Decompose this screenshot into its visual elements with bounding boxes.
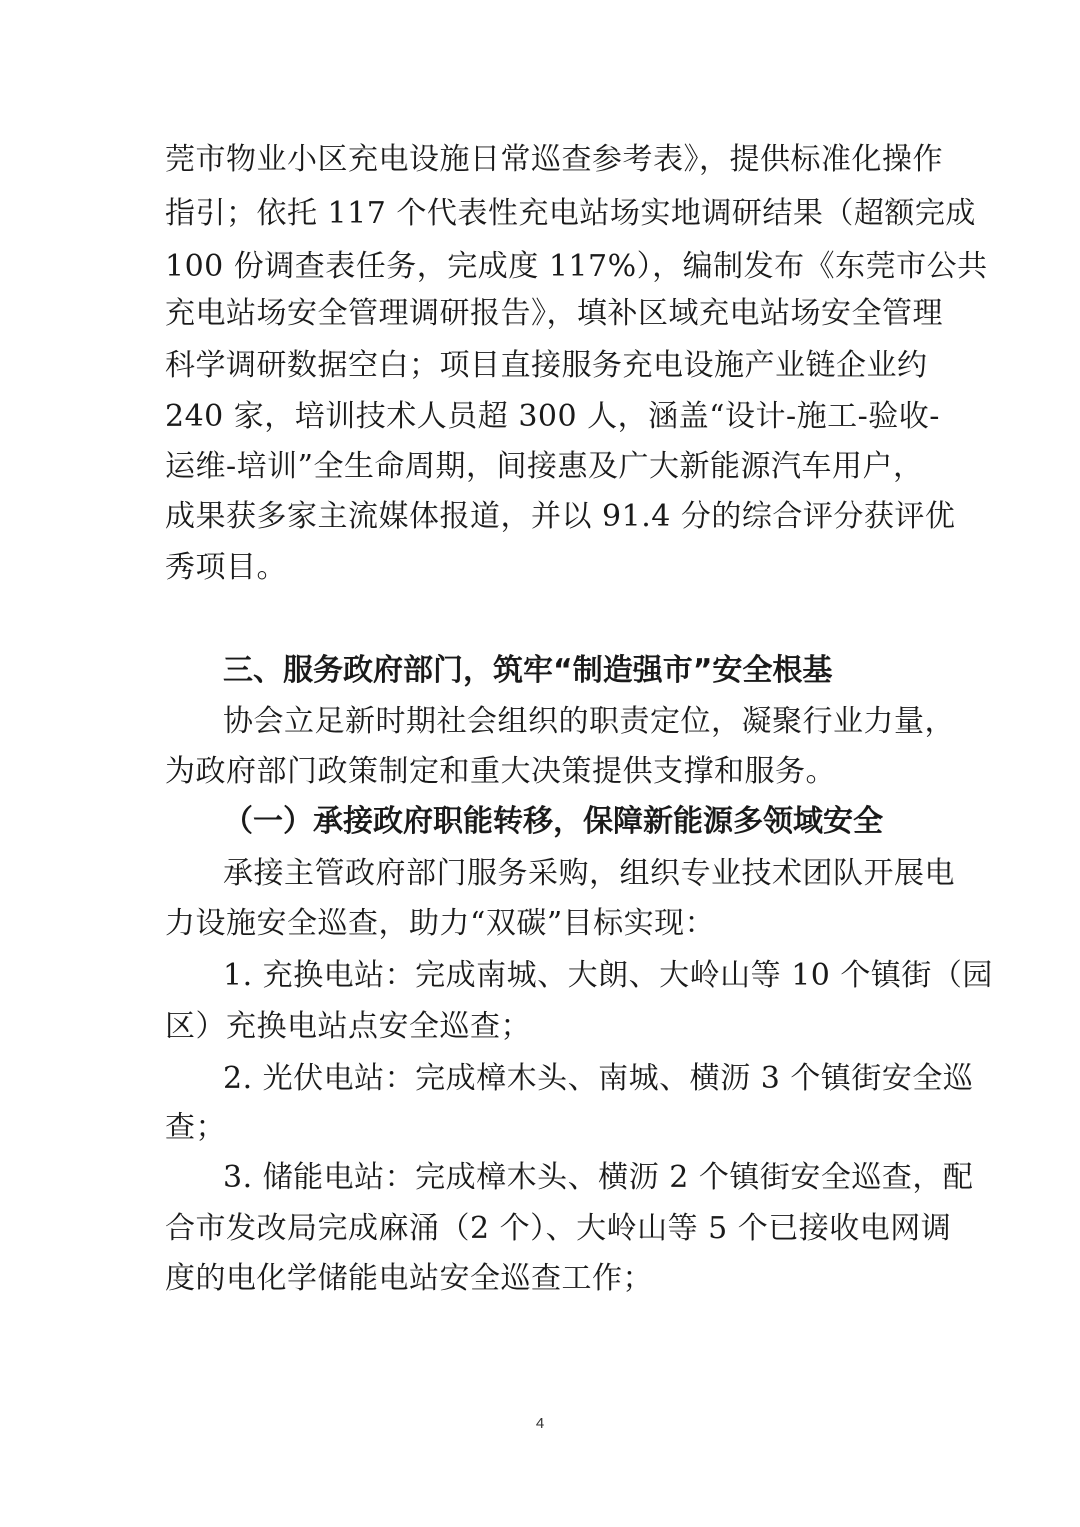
section-heading: 三、服务政府部门，筑牢“制造强市”安全根基 [223,653,833,688]
list-item-line: 查； [165,1110,226,1145]
list-item-line: 1. 充换电站：完成南城、大朗、大岭山等 10 个镇街（园 [223,958,993,993]
paragraph-line: 100 份调查表任务，完成度 117%），编制发布《东莞市公共 [165,249,988,284]
subsection-intro-line: 力设施安全巡查，助力“双碳”目标实现： [165,906,716,941]
list-item-line: 合市发改局完成麻涌（2 个）、大岭山等 5 个已接收电网调 [165,1211,952,1246]
list-item-line: 2. 光伏电站：完成樟木头、南城、横沥 3 个镇街安全巡 [223,1061,974,1096]
subsection-intro-line: 承接主管政府部门服务采购，组织专业技术团队开展电 [223,856,955,891]
paragraph-line: 指引；依托 117 个代表性充电站场实地调研结果（超额完成 [165,196,976,231]
section-intro-line: 为政府部门政策制定和重大决策提供支撑和服务。 [165,754,836,789]
paragraph-line: 成果获多家主流媒体报道，并以 91.4 分的综合评分获评优 [165,499,956,534]
page-number: 4 [535,1415,545,1432]
paragraph-line: 莞市物业小区充电设施日常巡查参考表》，提供标准化操作 [165,142,943,177]
paragraph-line: 科学调研数据空白；项目直接服务充电设施产业链企业约 [165,348,928,383]
subsection-heading: （一）承接政府职能转移，保障新能源多领域安全 [223,804,883,839]
paragraph-line: 充电站场安全管理调研报告》，填补区域充电站场安全管理 [165,296,943,331]
list-item-line: 3. 储能电站：完成樟木头、横沥 2 个镇街安全巡查，配 [223,1160,974,1195]
paragraph-line: 运维-培训”全生命周期，间接惠及广大新能源汽车用户， [165,449,924,484]
paragraph-line: 秀项目。 [165,550,287,585]
section-intro-line: 协会立足新时期社会组织的职责定位，凝聚行业力量， [223,704,955,739]
list-item-line: 度的电化学储能电站安全巡查工作； [165,1261,653,1296]
paragraph-line: 240 家，培训技术人员超 300 人，涵盖“设计-施工-验收- [165,399,940,434]
list-item-line: 区）充换电站点安全巡查； [165,1009,531,1044]
